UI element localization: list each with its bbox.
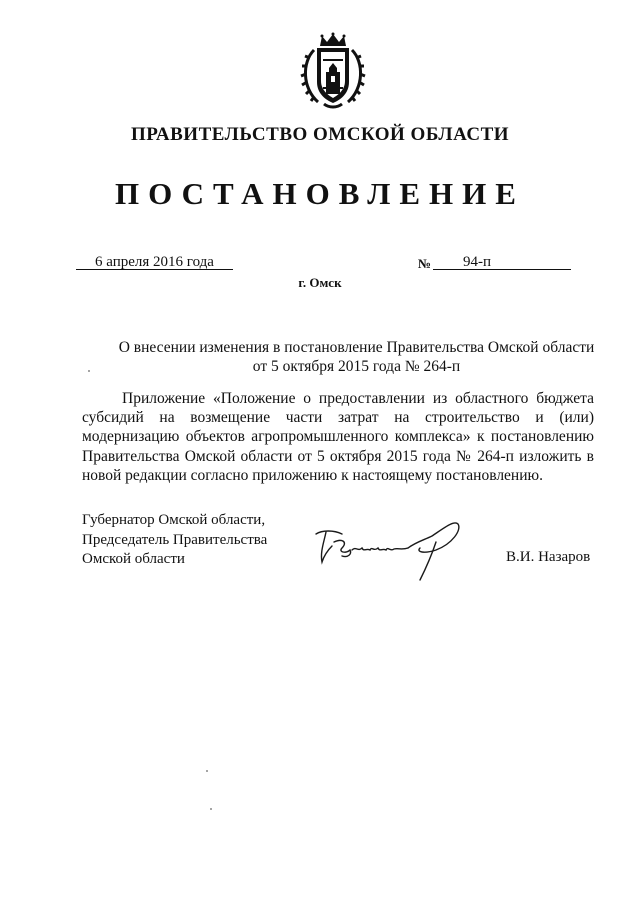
scan-speck bbox=[206, 770, 208, 772]
document-subject bbox=[84, 338, 629, 376]
signatory-title-block bbox=[82, 511, 267, 570]
handwritten-signature-icon bbox=[312, 512, 472, 584]
subject-line: О внесении изменения в постановление Правительства Омской области bbox=[118, 339, 595, 356]
subject-line: от 5 октября 2015 года № 264-п bbox=[252, 358, 461, 375]
body-paragraph: Приложение «Положение о предоставлении из областного бюджета субсидий на возмещение части затрат на строительство и (или) модернизацию объектов агропромышленного комплекса» к постановлению Правительства Омской области от 5 октября 2015 года № 264-п изложить в новой редакции согласно приложению к настоящему постановлению. bbox=[82, 390, 594, 484]
document-city: г. Омск bbox=[298, 275, 342, 290]
document-type-heading: ПОСТАНОВЛЕНИЕ bbox=[115, 176, 525, 211]
omsk-region-coat-of-arms-icon bbox=[298, 32, 368, 112]
signatory-title-line: Омской области bbox=[82, 551, 185, 567]
signatory-title-line: Председатель Правительства bbox=[82, 531, 268, 548]
document-number-label: № bbox=[418, 256, 432, 271]
document-date: 6 апреля 2016 года bbox=[76, 255, 233, 270]
document-number-field bbox=[433, 255, 571, 270]
organization-title: ПРАВИТЕЛЬСТВО ОМСКОЙ ОБЛАСТИ bbox=[130, 124, 510, 145]
signatory-title-line: Губернатор Омской области, bbox=[82, 512, 266, 528]
document-number: 94-п bbox=[463, 254, 492, 270]
scan-speck bbox=[210, 808, 212, 810]
signatory-name: В.И. Назаров bbox=[506, 549, 591, 565]
scan-speck bbox=[88, 370, 90, 372]
